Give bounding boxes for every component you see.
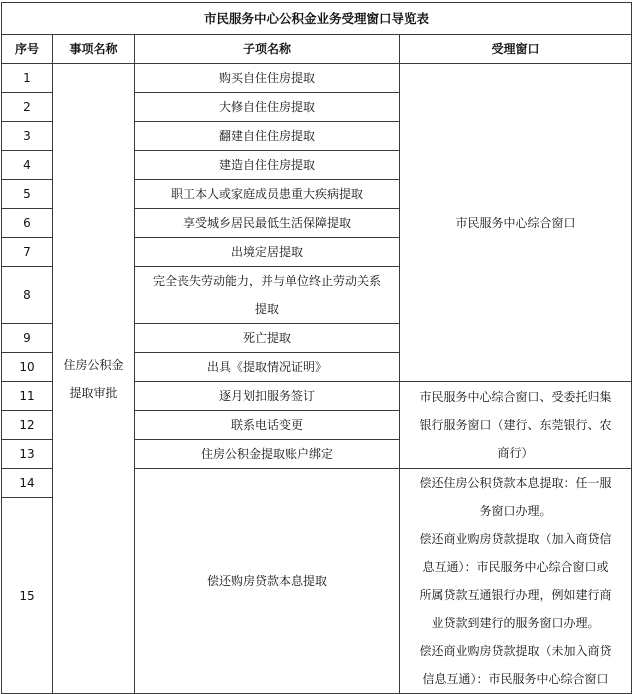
row-sub: 享受城乡居民最低生活保障提取: [135, 209, 400, 238]
window-loan-line: 偿还商业购房贷款提取（加入商贷信: [419, 532, 612, 546]
row-index: 12: [2, 411, 53, 440]
row-sub: 联系电话变更: [135, 411, 400, 440]
item-name-line: 提取审批: [69, 385, 118, 400]
row-index: 6: [2, 209, 53, 238]
window-loan-line: 务窗口办理。: [479, 504, 552, 518]
row-sub: 死亡提取: [135, 324, 400, 353]
window-bank-line: 银行服务窗口（建行、东莞银行、农: [419, 418, 612, 432]
window-loan-line: 业贷款到建行的服务窗口办理。: [431, 616, 600, 630]
row-sub: 出境定居提取: [135, 238, 400, 267]
row-sub: 住房公积金提取账户绑定: [135, 440, 400, 469]
guide-table: [1, 2, 632, 694]
window-comprehensive: 市民服务中心综合窗口: [400, 64, 632, 382]
table-title: 市民服务中心公积金业务受理窗口导览表: [2, 3, 632, 35]
header-sub: 子项名称: [135, 35, 400, 64]
row-index: 4: [2, 151, 53, 180]
row-index: 10: [2, 353, 53, 382]
window-loan: [400, 469, 632, 694]
row-index: 9: [2, 324, 53, 353]
row-index: 3: [2, 122, 53, 151]
row-index: 11: [2, 382, 53, 411]
window-loan-line: 偿还住房公积贷款本息提取：任一服: [419, 476, 612, 490]
row-sub-line: 完全丧失劳动能力，并与单位终止劳动关系: [152, 274, 381, 288]
row-index: 7: [2, 238, 53, 267]
row-index: 1: [2, 64, 53, 93]
row-index: 5: [2, 180, 53, 209]
window-loan-line: 所属贷款互通银行办理，例如建行商: [419, 588, 612, 602]
window-bank-line: 商行）: [497, 446, 534, 460]
row-sub: 出具《提取情况证明》: [135, 353, 400, 382]
row-sub: 职工本人或家庭成员患重大疾病提取: [135, 180, 400, 209]
window-bank: [400, 382, 632, 469]
row-sub-line: 提取: [254, 302, 279, 316]
window-loan-line: 信息互通）：市民服务中心综合窗口: [422, 672, 609, 686]
window-loan-line: 息互通）：市民服务中心综合窗口或: [422, 560, 609, 574]
row-sub: 建造自住住房提取: [135, 151, 400, 180]
window-bank-line: 市民服务中心综合窗口、受委托归集: [419, 390, 612, 404]
row-sub: 逐月划扣服务签订: [135, 382, 400, 411]
item-name-line: 住房公积金: [63, 357, 124, 372]
row-index: 8: [2, 267, 53, 324]
row-sub: [135, 267, 400, 324]
row-sub: 购买自住住房提取: [135, 64, 400, 93]
window-loan-line: 偿还商业购房贷款提取（未加入商贷: [419, 644, 612, 658]
row-sub: 翻建自住住房提取: [135, 122, 400, 151]
header-index: 序号: [2, 35, 53, 64]
item-name-cell: [53, 64, 135, 694]
row-sub: 大修自住住房提取: [135, 93, 400, 122]
row-sub: 偿还购房贷款本息提取: [135, 469, 400, 694]
row-index: 2: [2, 93, 53, 122]
row-index: 15: [2, 498, 53, 694]
row-index: 14: [2, 469, 53, 498]
header-item: 事项名称: [53, 35, 135, 64]
header-window: 受理窗口: [400, 35, 632, 64]
row-index: 13: [2, 440, 53, 469]
